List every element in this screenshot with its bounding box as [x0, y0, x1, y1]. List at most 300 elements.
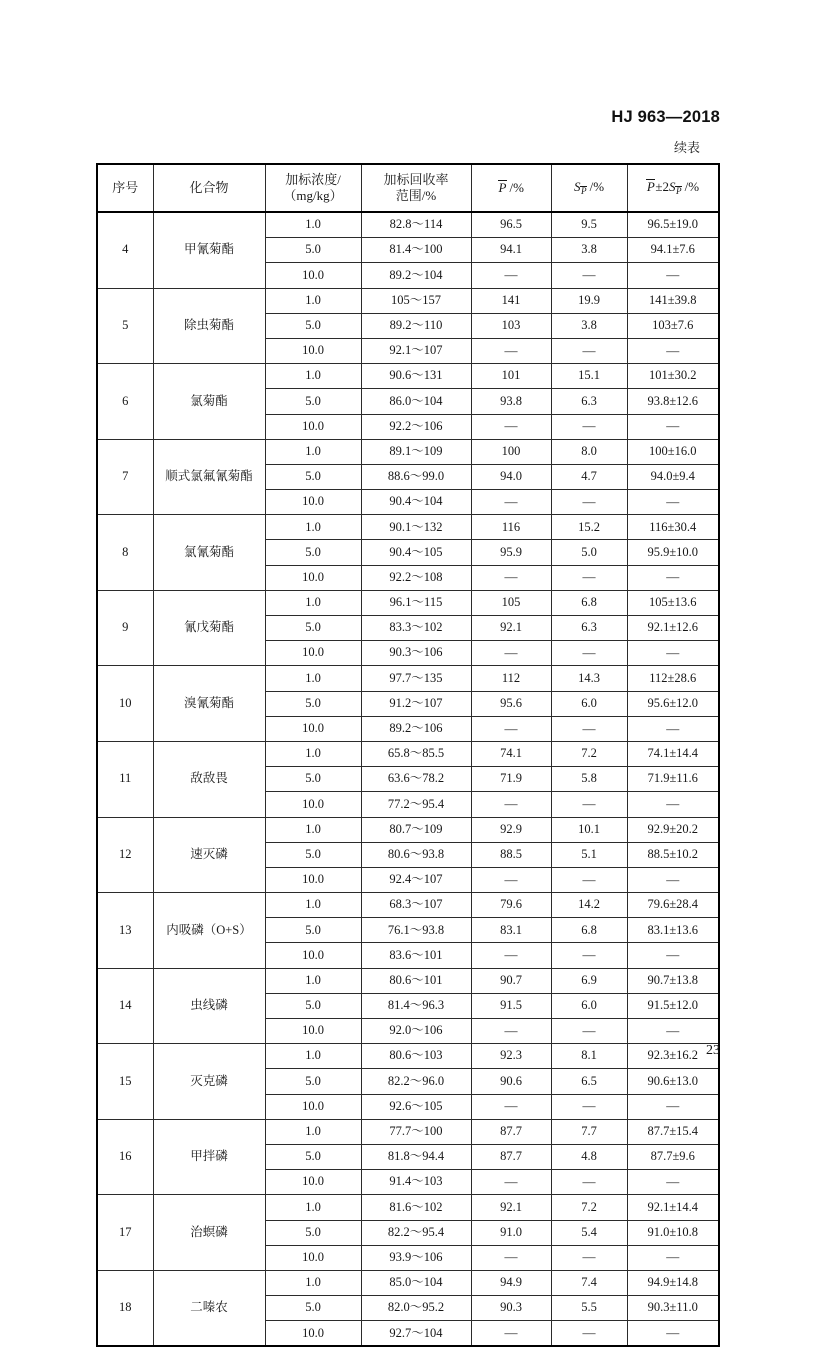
dash-placeholder: —	[504, 569, 518, 585]
dash-placeholder: —	[504, 644, 518, 660]
cell-spike-concentration: 1.0	[265, 741, 361, 766]
dash-placeholder: —	[582, 418, 596, 434]
table-continued-caption: 续表	[673, 140, 700, 155]
cell-mean-plus-2s	[627, 1245, 719, 1270]
cell-recovery-range: 93.9～106	[361, 1245, 471, 1270]
cell-recovery-range: 92.7～104	[361, 1321, 471, 1347]
cell-spike-concentration: 1.0	[265, 666, 361, 691]
cell-mean-recovery: 90.7	[471, 968, 551, 993]
cell-standard-deviation	[551, 1321, 627, 1347]
cell-standard-deviation: 6.8	[551, 590, 627, 615]
cell-spike-concentration: 10.0	[265, 338, 361, 363]
cell-compound-name: 氰戊菊酯	[153, 590, 265, 666]
cell-recovery-range: 92.2～108	[361, 565, 471, 590]
cell-standard-deviation: 14.2	[551, 893, 627, 918]
cell-mean-recovery: 79.6	[471, 893, 551, 918]
cell-mean-recovery: 74.1	[471, 741, 551, 766]
cell-mean-plus-2s: 92.9±20.2	[627, 817, 719, 842]
cell-spike-concentration: 5.0	[265, 238, 361, 263]
dash-placeholder: —	[666, 644, 680, 660]
cell-recovery-range: 105～157	[361, 288, 471, 313]
cell-mean-recovery: 83.1	[471, 918, 551, 943]
cell-recovery-range: 92.0～106	[361, 1019, 471, 1044]
cell-spike-concentration: 1.0	[265, 212, 361, 238]
cell-mean-recovery: 90.3	[471, 1296, 551, 1321]
cell-recovery-range: 81.6～102	[361, 1195, 471, 1220]
cell-mean-plus-2s: 95.9±10.0	[627, 540, 719, 565]
cell-compound-name: 氯氰菊酯	[153, 515, 265, 591]
cell-recovery-range: 96.1～115	[361, 590, 471, 615]
cell-mean-recovery: 93.8	[471, 389, 551, 414]
cell-recovery-range: 92.6～105	[361, 1094, 471, 1119]
cell-standard-deviation	[551, 1245, 627, 1270]
cell-standard-deviation: 6.3	[551, 389, 627, 414]
cell-mean-recovery	[471, 1321, 551, 1347]
cell-mean-recovery: 90.6	[471, 1069, 551, 1094]
cell-recovery-range: 85.0～104	[361, 1270, 471, 1295]
cell-mean-recovery: 92.1	[471, 1195, 551, 1220]
table-row	[97, 1119, 719, 1144]
table-row	[97, 364, 719, 389]
cell-mean-plus-2s: 116±30.4	[627, 515, 719, 540]
cell-serial-number: 8	[97, 515, 153, 591]
cell-standard-deviation: 7.2	[551, 1195, 627, 1220]
cell-mean-recovery	[471, 263, 551, 288]
cell-mean-recovery: 95.9	[471, 540, 551, 565]
cell-standard-deviation: 6.3	[551, 616, 627, 641]
cell-serial-number: 11	[97, 741, 153, 817]
dash-placeholder: —	[504, 267, 518, 283]
cell-mean-plus-2s: 90.6±13.0	[627, 1069, 719, 1094]
recovery-table-wrapper	[96, 163, 718, 1347]
cell-compound-name: 速灭磷	[153, 817, 265, 893]
cell-recovery-range: 90.4～105	[361, 540, 471, 565]
cell-serial-number: 15	[97, 1044, 153, 1120]
cell-mean-plus-2s: 83.1±13.6	[627, 918, 719, 943]
cell-standard-deviation: 5.5	[551, 1296, 627, 1321]
cell-mean-recovery: 92.1	[471, 616, 551, 641]
dash-placeholder: —	[666, 1249, 680, 1265]
cell-standard-deviation: 6.8	[551, 918, 627, 943]
cell-spike-concentration: 5.0	[265, 1144, 361, 1169]
dash-placeholder: —	[582, 720, 596, 736]
cell-standard-deviation: 5.4	[551, 1220, 627, 1245]
dash-placeholder: —	[666, 1022, 680, 1038]
cell-standard-deviation: 6.9	[551, 968, 627, 993]
col-header-recovery-range	[361, 164, 471, 212]
cell-mean-recovery	[471, 1094, 551, 1119]
cell-spike-concentration: 1.0	[265, 1044, 361, 1069]
dash-placeholder: —	[582, 569, 596, 585]
cell-mean-recovery	[471, 716, 551, 741]
cell-recovery-range: 86.0～104	[361, 389, 471, 414]
cell-mean-recovery	[471, 338, 551, 363]
cell-spike-concentration: 5.0	[265, 691, 361, 716]
col-header-mean-recovery: P /%	[471, 164, 551, 212]
cell-recovery-range: 80.6～101	[361, 968, 471, 993]
dash-placeholder: —	[504, 342, 518, 358]
cell-mean-plus-2s	[627, 943, 719, 968]
cell-compound-name: 顺式氯氟氰菊酯	[153, 439, 265, 515]
cell-mean-recovery: 103	[471, 313, 551, 338]
cell-mean-plus-2s: 91.0±10.8	[627, 1220, 719, 1245]
cell-recovery-range: 90.3～106	[361, 641, 471, 666]
cell-standard-deviation: 3.8	[551, 313, 627, 338]
cell-serial-number: 10	[97, 666, 153, 742]
cell-standard-deviation: 9.5	[551, 212, 627, 238]
cell-spike-concentration: 1.0	[265, 439, 361, 464]
cell-mean-plus-2s: 87.7±15.4	[627, 1119, 719, 1144]
cell-standard-deviation	[551, 414, 627, 439]
dash-placeholder: —	[504, 1249, 518, 1265]
cell-recovery-range: 82.0～95.2	[361, 1296, 471, 1321]
running-head-standard-number: HJ 963—2018	[611, 108, 720, 126]
cell-standard-deviation: 5.1	[551, 842, 627, 867]
col-header-spike-concentration-line1: 加标浓度/	[285, 171, 341, 187]
cell-mean-plus-2s	[627, 792, 719, 817]
cell-mean-plus-2s	[627, 414, 719, 439]
cell-mean-recovery: 94.9	[471, 1270, 551, 1295]
cell-spike-concentration: 10.0	[265, 565, 361, 590]
cell-recovery-range: 77.7～100	[361, 1119, 471, 1144]
table-row	[97, 288, 719, 313]
cell-spike-concentration: 10.0	[265, 943, 361, 968]
cell-standard-deviation: 7.7	[551, 1119, 627, 1144]
table-row	[97, 515, 719, 540]
cell-standard-deviation	[551, 338, 627, 363]
dash-placeholder: —	[666, 493, 680, 509]
table-row	[97, 741, 719, 766]
cell-mean-plus-2s: 92.3±16.2	[627, 1044, 719, 1069]
dash-placeholder: —	[666, 1098, 680, 1114]
cell-recovery-range: 91.4～103	[361, 1170, 471, 1195]
cell-mean-plus-2s: 90.7±13.8	[627, 968, 719, 993]
cell-compound-name: 二嗪农	[153, 1270, 265, 1346]
cell-compound-name: 甲氰菊酯	[153, 212, 265, 288]
cell-mean-plus-2s	[627, 490, 719, 515]
dash-placeholder: —	[504, 720, 518, 736]
cell-recovery-range: 91.2～107	[361, 691, 471, 716]
cell-standard-deviation	[551, 490, 627, 515]
cell-compound-name: 治螟磷	[153, 1195, 265, 1271]
cell-mean-recovery: 116	[471, 515, 551, 540]
cell-recovery-range: 81.4～96.3	[361, 993, 471, 1018]
cell-mean-recovery	[471, 943, 551, 968]
cell-serial-number: 9	[97, 590, 153, 666]
table-row	[97, 439, 719, 464]
cell-standard-deviation: 3.8	[551, 238, 627, 263]
cell-spike-concentration: 1.0	[265, 364, 361, 389]
cell-mean-plus-2s: 141±39.8	[627, 288, 719, 313]
cell-serial-number: 18	[97, 1270, 153, 1346]
cell-mean-recovery: 105	[471, 590, 551, 615]
cell-recovery-range: 68.3～107	[361, 893, 471, 918]
cell-spike-concentration: 10.0	[265, 1321, 361, 1347]
cell-standard-deviation	[551, 1094, 627, 1119]
cell-spike-concentration: 1.0	[265, 817, 361, 842]
cell-mean-plus-2s	[627, 1019, 719, 1044]
cell-spike-concentration: 1.0	[265, 515, 361, 540]
cell-mean-recovery: 100	[471, 439, 551, 464]
dash-placeholder: —	[582, 1098, 596, 1114]
dash-placeholder: —	[666, 1325, 680, 1341]
cell-standard-deviation: 7.4	[551, 1270, 627, 1295]
cell-recovery-range: 90.1～132	[361, 515, 471, 540]
cell-mean-plus-2s: 105±13.6	[627, 590, 719, 615]
cell-recovery-range: 83.6～101	[361, 943, 471, 968]
table-body	[97, 212, 719, 1346]
cell-spike-concentration: 5.0	[265, 540, 361, 565]
col-header-recovery-range-line1: 加标回收率	[383, 171, 449, 187]
cell-spike-concentration: 5.0	[265, 993, 361, 1018]
cell-mean-recovery: 88.5	[471, 842, 551, 867]
cell-mean-plus-2s: 94.9±14.8	[627, 1270, 719, 1295]
cell-recovery-range: 80.6～93.8	[361, 842, 471, 867]
dash-placeholder: —	[582, 1249, 596, 1265]
cell-serial-number: 6	[97, 364, 153, 440]
cell-standard-deviation	[551, 641, 627, 666]
dash-placeholder: —	[504, 1325, 518, 1341]
cell-serial-number: 5	[97, 288, 153, 364]
cell-mean-recovery: 87.7	[471, 1119, 551, 1144]
cell-mean-recovery: 91.5	[471, 993, 551, 1018]
cell-recovery-range: 80.7～109	[361, 817, 471, 842]
cell-mean-recovery: 87.7	[471, 1144, 551, 1169]
cell-compound-name: 除虫菊酯	[153, 288, 265, 364]
cell-standard-deviation	[551, 792, 627, 817]
cell-mean-plus-2s: 74.1±14.4	[627, 741, 719, 766]
cell-mean-plus-2s	[627, 1170, 719, 1195]
dash-placeholder: —	[666, 1173, 680, 1189]
cell-mean-plus-2s: 94.0±9.4	[627, 464, 719, 489]
cell-recovery-range: 89.2～110	[361, 313, 471, 338]
cell-serial-number: 13	[97, 893, 153, 969]
cell-mean-plus-2s: 91.5±12.0	[627, 993, 719, 1018]
col-header-mean-plus-2s: P±2SP /%	[627, 164, 719, 212]
dash-placeholder: —	[582, 947, 596, 963]
dash-placeholder: —	[582, 871, 596, 887]
cell-serial-number: 14	[97, 968, 153, 1044]
table-row	[97, 968, 719, 993]
cell-compound-name: 内吸磷（O+S）	[153, 893, 265, 969]
cell-mean-plus-2s: 100±16.0	[627, 439, 719, 464]
cell-standard-deviation	[551, 943, 627, 968]
table-row	[97, 666, 719, 691]
cell-spike-concentration: 10.0	[265, 716, 361, 741]
cell-mean-plus-2s	[627, 263, 719, 288]
cell-mean-recovery	[471, 1170, 551, 1195]
table-row	[97, 1195, 719, 1220]
cell-spike-concentration: 10.0	[265, 1019, 361, 1044]
cell-mean-recovery: 94.1	[471, 238, 551, 263]
dash-placeholder: —	[666, 720, 680, 736]
dash-placeholder: —	[582, 1173, 596, 1189]
cell-spike-concentration: 10.0	[265, 263, 361, 288]
cell-recovery-range: 65.8～85.5	[361, 741, 471, 766]
cell-mean-plus-2s	[627, 565, 719, 590]
cell-standard-deviation	[551, 1170, 627, 1195]
cell-spike-concentration: 5.0	[265, 313, 361, 338]
cell-standard-deviation	[551, 1019, 627, 1044]
cell-spike-concentration: 10.0	[265, 1094, 361, 1119]
table-row	[97, 1270, 719, 1295]
cell-spike-concentration: 5.0	[265, 767, 361, 792]
cell-mean-recovery	[471, 867, 551, 892]
cell-spike-concentration: 5.0	[265, 842, 361, 867]
dash-placeholder: —	[666, 796, 680, 812]
dash-placeholder: —	[504, 1022, 518, 1038]
cell-recovery-range: 90.6～131	[361, 364, 471, 389]
cell-recovery-range: 92.2～106	[361, 414, 471, 439]
cell-mean-plus-2s	[627, 1321, 719, 1347]
cell-recovery-range: 82.2～96.0	[361, 1069, 471, 1094]
cell-spike-concentration: 5.0	[265, 918, 361, 943]
dash-placeholder: —	[504, 1173, 518, 1189]
cell-spike-concentration: 1.0	[265, 1195, 361, 1220]
dash-placeholder: —	[504, 418, 518, 434]
cell-spike-concentration: 10.0	[265, 1170, 361, 1195]
cell-recovery-range: 83.3～102	[361, 616, 471, 641]
table-row	[97, 212, 719, 238]
dash-placeholder: —	[582, 796, 596, 812]
cell-standard-deviation: 6.0	[551, 691, 627, 716]
cell-recovery-range: 63.6～78.2	[361, 767, 471, 792]
cell-mean-plus-2s: 92.1±14.4	[627, 1195, 719, 1220]
cell-standard-deviation: 5.0	[551, 540, 627, 565]
dash-placeholder: —	[666, 947, 680, 963]
cell-recovery-range: 76.1～93.8	[361, 918, 471, 943]
cell-standard-deviation: 6.0	[551, 993, 627, 1018]
cell-standard-deviation: 6.5	[551, 1069, 627, 1094]
dash-placeholder: —	[504, 947, 518, 963]
recovery-data-table	[96, 163, 720, 1347]
cell-spike-concentration: 5.0	[265, 464, 361, 489]
cell-mean-plus-2s: 88.5±10.2	[627, 842, 719, 867]
cell-recovery-range: 89.1～109	[361, 439, 471, 464]
dash-placeholder: —	[582, 493, 596, 509]
cell-mean-plus-2s: 94.1±7.6	[627, 238, 719, 263]
cell-spike-concentration: 1.0	[265, 288, 361, 313]
col-header-standard-deviation: SP /%	[551, 164, 627, 212]
cell-mean-recovery	[471, 641, 551, 666]
dash-placeholder: —	[666, 871, 680, 887]
cell-mean-plus-2s: 93.8±12.6	[627, 389, 719, 414]
cell-recovery-range: 92.1～107	[361, 338, 471, 363]
table-header	[97, 164, 719, 212]
cell-mean-recovery	[471, 490, 551, 515]
dash-placeholder: —	[582, 1022, 596, 1038]
cell-spike-concentration: 10.0	[265, 792, 361, 817]
cell-spike-concentration: 10.0	[265, 867, 361, 892]
cell-recovery-range: 92.4～107	[361, 867, 471, 892]
dash-placeholder: —	[582, 342, 596, 358]
cell-standard-deviation: 14.3	[551, 666, 627, 691]
cell-serial-number: 7	[97, 439, 153, 515]
dash-placeholder: —	[582, 644, 596, 660]
dash-placeholder: —	[504, 493, 518, 509]
dash-placeholder: —	[666, 569, 680, 585]
cell-spike-concentration: 10.0	[265, 490, 361, 515]
cell-compound-name: 虫线磷	[153, 968, 265, 1044]
cell-mean-plus-2s	[627, 867, 719, 892]
col-header-spike-concentration-line2: （mg/kg）	[283, 188, 343, 203]
cell-standard-deviation	[551, 867, 627, 892]
cell-mean-plus-2s: 92.1±12.6	[627, 616, 719, 641]
cell-serial-number: 4	[97, 212, 153, 288]
cell-serial-number: 16	[97, 1119, 153, 1195]
cell-mean-recovery: 112	[471, 666, 551, 691]
col-header-recovery-range-line2: 范围/%	[395, 188, 437, 203]
cell-mean-plus-2s: 96.5±19.0	[627, 212, 719, 238]
page-number: 23	[706, 1043, 720, 1058]
cell-mean-recovery: 92.9	[471, 817, 551, 842]
cell-spike-concentration: 1.0	[265, 1119, 361, 1144]
cell-mean-recovery: 96.5	[471, 212, 551, 238]
cell-mean-recovery: 94.0	[471, 464, 551, 489]
cell-mean-recovery: 141	[471, 288, 551, 313]
table-header-row	[97, 164, 719, 212]
cell-mean-recovery	[471, 1245, 551, 1270]
cell-compound-name: 甲拌磷	[153, 1119, 265, 1195]
cell-standard-deviation: 8.0	[551, 439, 627, 464]
cell-recovery-range: 81.4～100	[361, 238, 471, 263]
cell-mean-recovery: 92.3	[471, 1044, 551, 1069]
cell-standard-deviation: 10.1	[551, 817, 627, 842]
cell-standard-deviation: 19.9	[551, 288, 627, 313]
dash-placeholder: —	[504, 871, 518, 887]
cell-standard-deviation: 5.8	[551, 767, 627, 792]
cell-standard-deviation: 4.7	[551, 464, 627, 489]
cell-spike-concentration: 1.0	[265, 1270, 361, 1295]
cell-mean-recovery: 95.6	[471, 691, 551, 716]
cell-recovery-range: 89.2～106	[361, 716, 471, 741]
dash-placeholder: —	[582, 1325, 596, 1341]
cell-serial-number: 12	[97, 817, 153, 893]
cell-recovery-range: 89.2～104	[361, 263, 471, 288]
cell-mean-plus-2s: 90.3±11.0	[627, 1296, 719, 1321]
cell-spike-concentration: 5.0	[265, 616, 361, 641]
cell-spike-concentration: 5.0	[265, 389, 361, 414]
cell-recovery-range: 90.4～104	[361, 490, 471, 515]
dash-placeholder: —	[666, 267, 680, 283]
cell-spike-concentration: 5.0	[265, 1069, 361, 1094]
cell-mean-plus-2s: 101±30.2	[627, 364, 719, 389]
cell-mean-recovery: 71.9	[471, 767, 551, 792]
cell-spike-concentration: 1.0	[265, 590, 361, 615]
cell-compound-name: 溴氰菊酯	[153, 666, 265, 742]
col-header-spike-concentration	[265, 164, 361, 212]
cell-standard-deviation	[551, 565, 627, 590]
cell-standard-deviation: 8.1	[551, 1044, 627, 1069]
cell-spike-concentration: 10.0	[265, 414, 361, 439]
cell-spike-concentration: 5.0	[265, 1296, 361, 1321]
cell-recovery-range: 80.6～103	[361, 1044, 471, 1069]
cell-standard-deviation: 7.2	[551, 741, 627, 766]
dash-placeholder: —	[666, 342, 680, 358]
cell-mean-plus-2s: 112±28.6	[627, 666, 719, 691]
dash-placeholder: —	[504, 796, 518, 812]
cell-spike-concentration: 10.0	[265, 1245, 361, 1270]
cell-mean-plus-2s: 71.9±11.6	[627, 767, 719, 792]
cell-spike-concentration: 1.0	[265, 968, 361, 993]
table-row	[97, 590, 719, 615]
dash-placeholder: —	[504, 1098, 518, 1114]
cell-mean-recovery	[471, 1019, 551, 1044]
cell-mean-plus-2s	[627, 716, 719, 741]
table-row	[97, 893, 719, 918]
cell-serial-number: 17	[97, 1195, 153, 1271]
cell-compound-name: 氯菊酯	[153, 364, 265, 440]
